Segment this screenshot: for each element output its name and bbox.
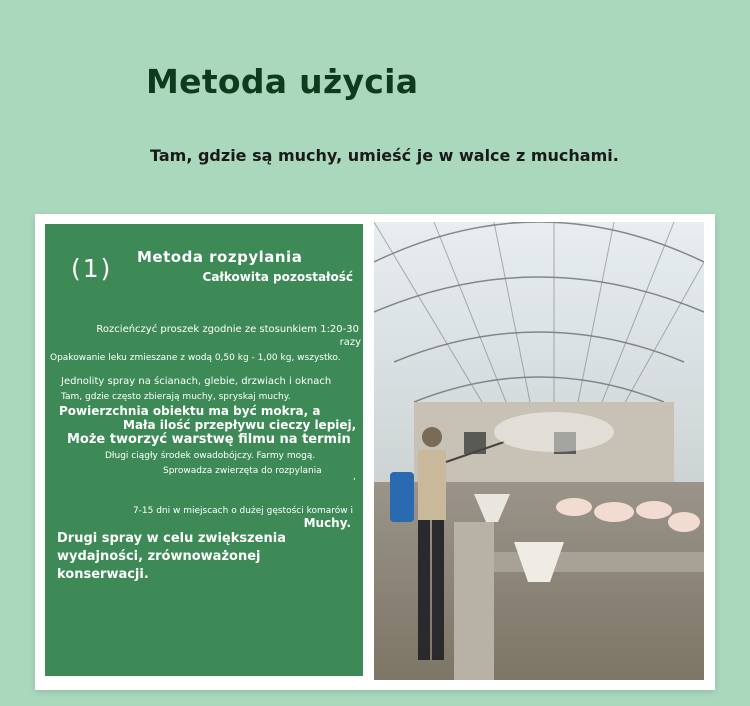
instruction-line: Tam, gdzie często zbierają muchy, spryskaj muchy. — [61, 392, 291, 402]
method-subheading: Całkowita pozostałość — [202, 270, 353, 284]
instruction-line: 7-15 dni w miejscach o dużej gęstości komarów i — [132, 506, 353, 516]
page-subtitle: Tam, gdzie są muchy, umieść je w walce z muchami. — [150, 146, 619, 165]
page-title: Metoda użycia — [146, 62, 419, 101]
photo-illustration — [374, 222, 704, 680]
instruction-line: razy — [339, 337, 361, 348]
instruction-line: Sprowadza zwierzęta do rozpylania — [163, 466, 322, 476]
instruction-line: Powierzchnia obiektu ma być mokra, a — [59, 404, 321, 418]
instruction-line: Mała ilość przepływu cieczy lepiej, — [123, 418, 357, 432]
step-number: (1) — [71, 254, 113, 283]
instruction-line: Muchy. — [303, 516, 351, 530]
greenhouse-spraying-photo — [374, 222, 704, 680]
instruction-line: Długi ciągły środek owadobójczy. Farmy mogą. — [105, 451, 316, 461]
closing-note: Drugi spray w celu zwiększenia wydajności, zrównoważonej konserwacji. — [57, 531, 286, 582]
instruction-panel — [45, 224, 363, 676]
method-heading: Metoda rozpylania — [137, 248, 303, 266]
instruction-line: Może tworzyć warstwę filmu na termin — [67, 432, 351, 447]
instruction-line: Rozcieńczyć proszek zgodnie ze stosunkiem 1:20-30 — [96, 324, 359, 335]
instruction-line: , — [353, 472, 356, 482]
instruction-line: Jednolity spray na ścianach, glebie, drzwiach i oknach — [61, 376, 332, 387]
instruction-line: Opakowanie leku zmieszane z wodą 0,50 kg - 1,00 kg, wszystko. — [50, 353, 341, 363]
